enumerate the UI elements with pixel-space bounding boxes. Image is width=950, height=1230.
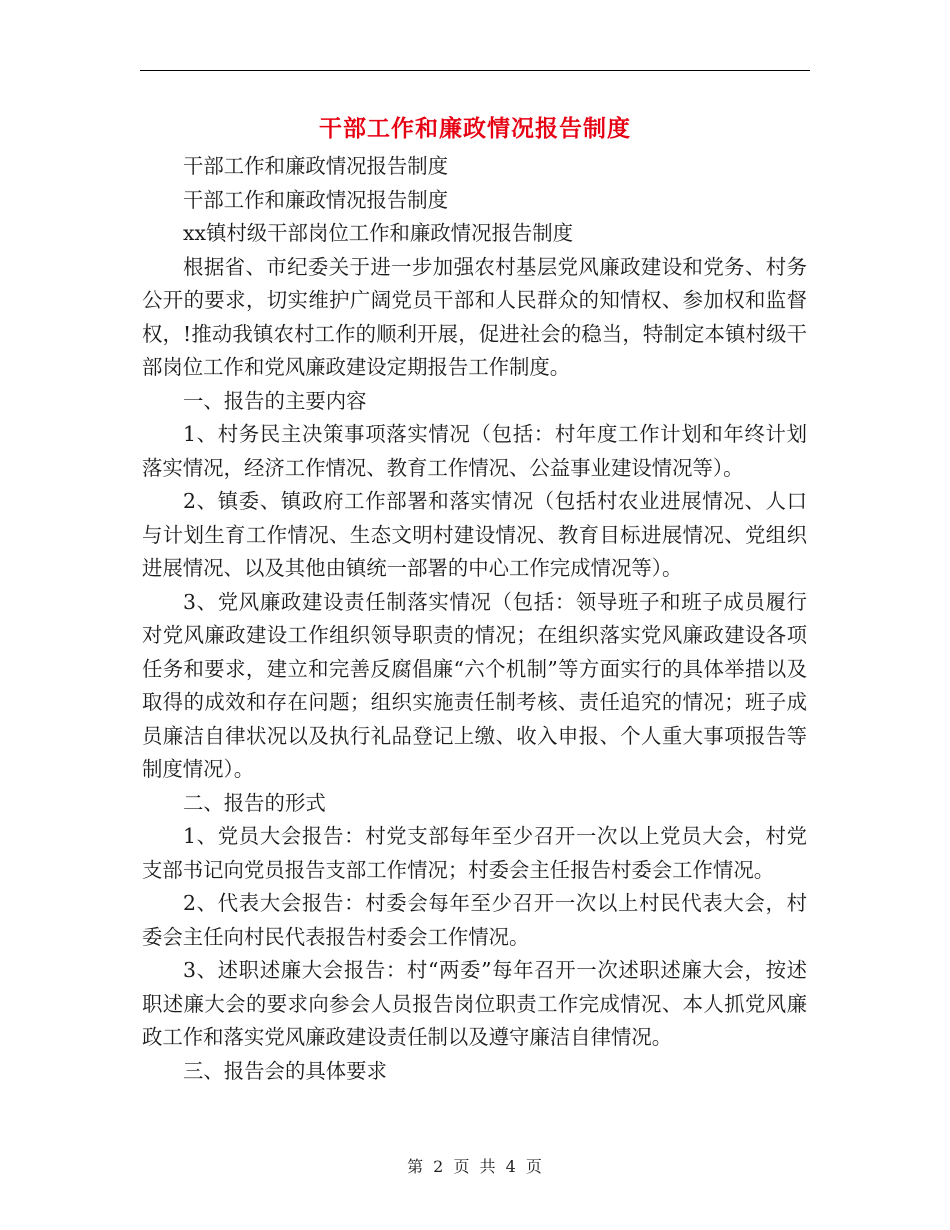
paragraph: xx镇村级干部岗位工作和廉政情况报告制度 — [183, 221, 574, 245]
section-heading: 三、报告会的具体要求 — [183, 1058, 387, 1083]
paragraph: 1、党员大会报告：村党支部每年至少召开一次以上党员大会，村党支部书记向党员报告支部工作情况；村委会主任报告村委会工作情况。 — [142, 824, 807, 882]
paragraph: 干部工作和廉政情况报告制度 — [183, 154, 449, 178]
header-rule — [140, 70, 810, 71]
paragraph: 干部工作和廉政情况报告制度 — [183, 187, 449, 212]
section-heading: 一、报告的主要内容 — [183, 388, 367, 413]
paragraph: 1、村务民主决策事项落实情况（包括：村年度工作计划和年终计划落实情况，经济工作情况、教育工作情况、公益事业建设情况等）。 — [142, 422, 807, 480]
document-body — [142, 150, 807, 1088]
paragraph: 3、述职述廉大会报告：村“两委”每年召开一次述职述廉大会，按述职述廉大会的要求向参会人员报告岗位职责工作完成情况、本人抓党风廉政工作和落实党风廉政建设责任制以及遵守廉洁自律情况。 — [142, 958, 807, 1049]
page-number-footer: 第 2 页 共 4 页 — [407, 1157, 543, 1176]
paragraph: 2、镇委、镇政府工作部署和落实情况（包括村农业进展情况、人口与计划生育工作情况、生态文明村建设情况、教育目标进展情况、党组织进展情况、以及其他由镇统一部署的中心工作完成情况等）。 — [142, 489, 807, 580]
section-heading: 二、报告的形式 — [183, 790, 326, 815]
paragraph: 根据省、市纪委关于进一步加强农村基层党风廉政建设和党务、村务公开的要求，切实维护广阔党员干部和人民群众的知情权、参加权和监督权，!推动我镇农村工作的顺利开展，促进社会的稳当，特制定本镇村级干部岗位工作和党风廉政建设定期报告工作制度。 — [142, 254, 807, 379]
document-title: 干部工作和廉政情况报告制度 — [319, 116, 631, 142]
paragraph: 3、党风廉政建设责任制落实情况（包括：领导班子和班子成员履行对党风廉政建设工作组织领导职责的情况；在组织落实党风廉政建设各项任务和要求，建立和完善反腐倡廉“六个机制”等方面实行的具体举措以及取得的成效和存在问题；组织实施责任制考核、责任追究的情况；班子成员廉洁自律状况以及执行礼品登记上缴、收入申报、个人重大事项报告等制度情况）。 — [142, 589, 807, 781]
paragraph: 2、代表大会报告：村委会每年至少召开一次以上村民代表大会，村委会主任向村民代表报告村委会工作情况。 — [142, 891, 807, 949]
